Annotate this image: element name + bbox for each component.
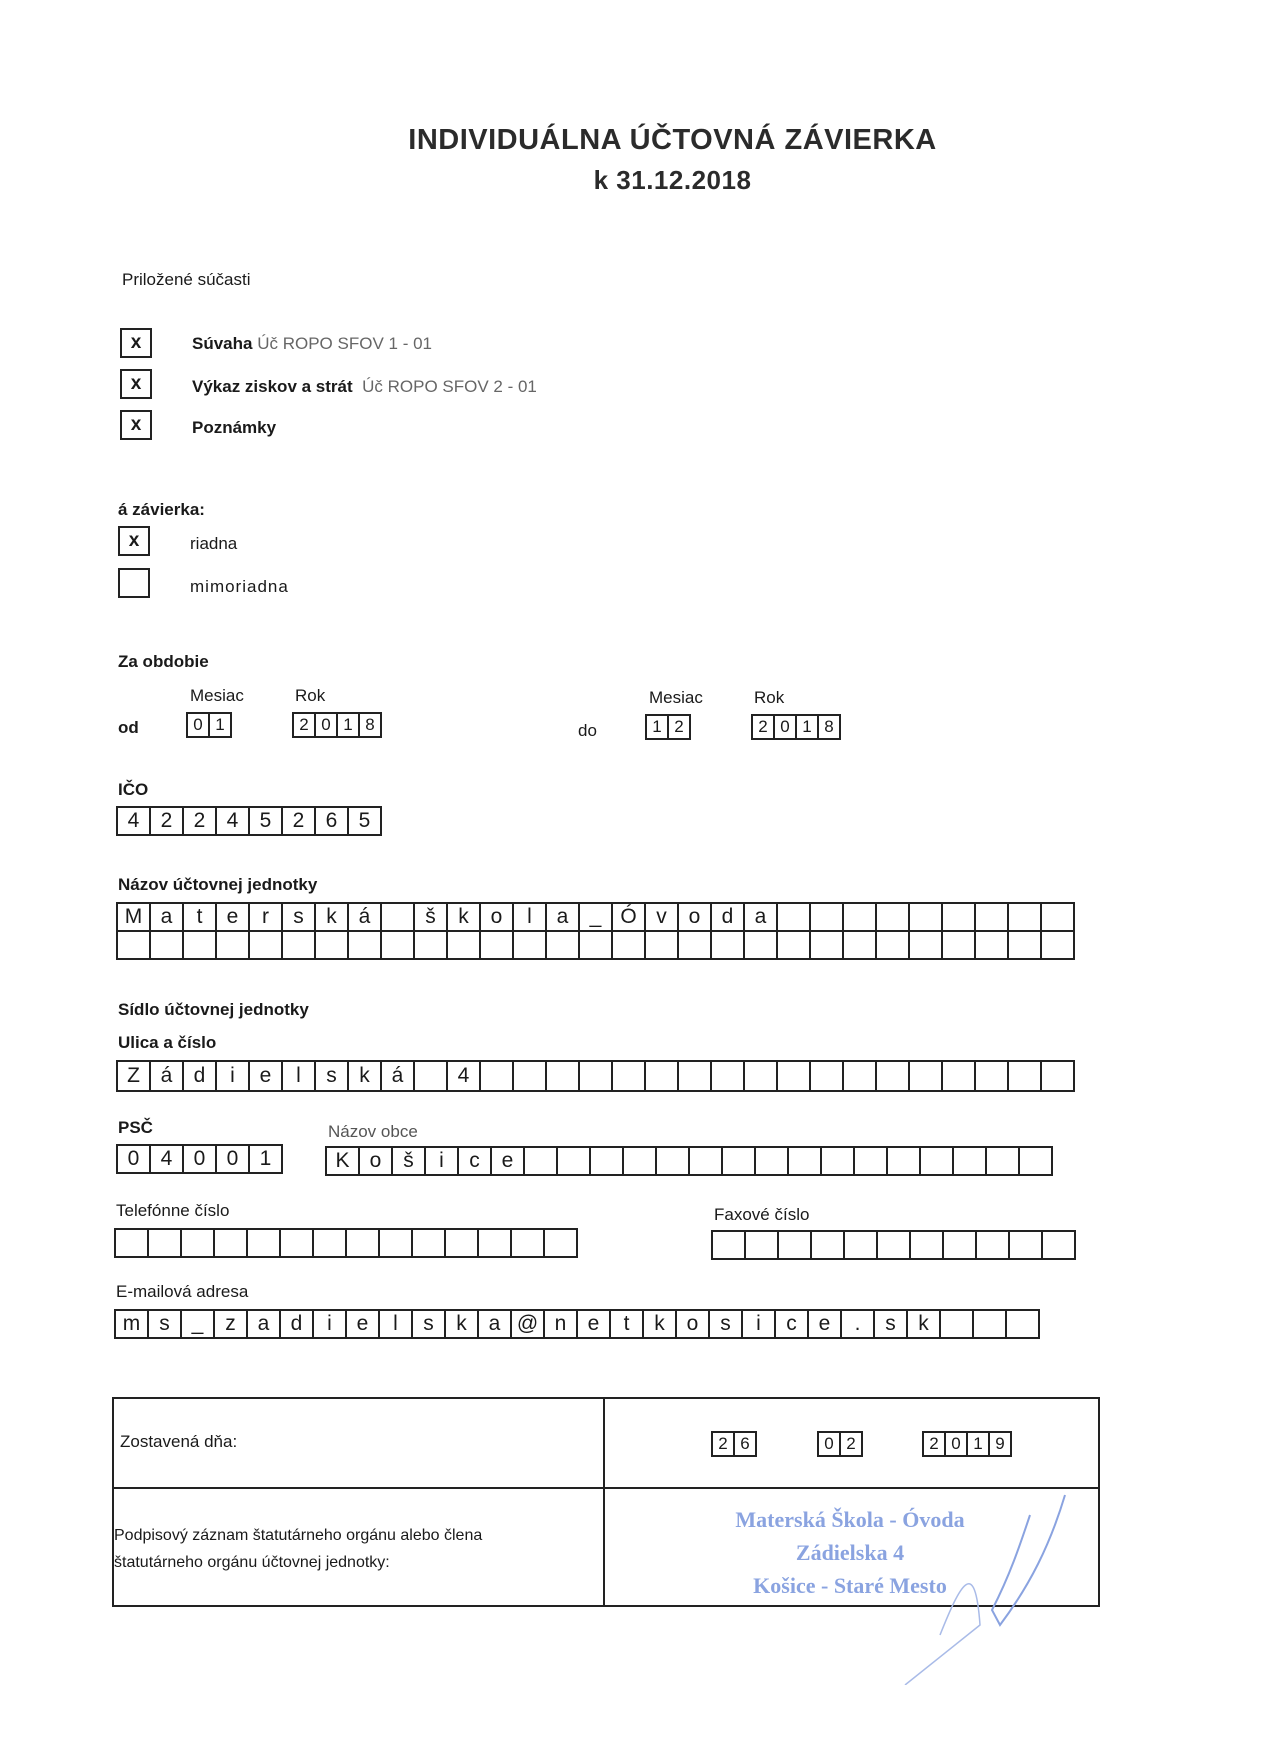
char-box[interactable] — [875, 1060, 910, 1092]
char-box[interactable]: t — [182, 902, 217, 932]
char-box[interactable]: 2 — [292, 712, 316, 738]
checkbox-regular[interactable]: x — [118, 526, 150, 556]
char-box[interactable]: e — [490, 1146, 525, 1176]
char-box[interactable]: 8 — [358, 712, 382, 738]
char-box[interactable] — [512, 1060, 547, 1092]
char-box[interactable] — [1040, 930, 1075, 960]
char-box[interactable] — [543, 1228, 578, 1258]
char-box[interactable] — [875, 902, 910, 932]
char-box[interactable] — [512, 930, 547, 960]
char-box[interactable] — [413, 930, 448, 960]
attachment-profit-loss-label: Výkaz ziskov a strát Úč ROPO SFOV 2 - 01 — [192, 377, 537, 396]
char-box[interactable]: i — [312, 1309, 347, 1339]
char-box[interactable]: š — [391, 1146, 426, 1176]
to-month-boxes[interactable] — [645, 714, 691, 740]
char-box[interactable]: á — [380, 1060, 415, 1092]
attachment-notes-label: Poznámky — [192, 418, 277, 437]
char-box[interactable]: e — [215, 902, 250, 932]
compiled-year-boxes[interactable] — [922, 1431, 1012, 1457]
char-box[interactable]: t — [609, 1309, 644, 1339]
char-box[interactable]: m — [114, 1309, 149, 1339]
char-box[interactable] — [545, 930, 580, 960]
checkbox-extraordinary[interactable] — [118, 568, 150, 598]
char-box[interactable]: a — [743, 902, 778, 932]
char-box[interactable]: c — [457, 1146, 492, 1176]
char-box[interactable]: d — [279, 1309, 314, 1339]
char-box[interactable] — [314, 930, 349, 960]
char-box[interactable]: 0 — [314, 712, 338, 738]
char-box[interactable]: 0 — [944, 1431, 968, 1457]
char-box[interactable]: e — [345, 1309, 380, 1339]
char-box[interactable]: 2 — [667, 714, 691, 740]
char-box[interactable] — [644, 930, 679, 960]
char-box[interactable]: 0 — [773, 714, 797, 740]
char-box[interactable] — [842, 930, 877, 960]
char-box[interactable] — [942, 1230, 977, 1260]
char-box[interactable] — [622, 1146, 657, 1176]
char-box[interactable]: 2 — [751, 714, 775, 740]
char-box[interactable]: 9 — [988, 1431, 1012, 1457]
char-box[interactable]: a — [149, 902, 184, 932]
char-box[interactable] — [444, 1228, 479, 1258]
char-box[interactable] — [974, 1060, 1009, 1092]
char-box[interactable]: r — [248, 902, 283, 932]
char-box[interactable]: @ — [510, 1309, 545, 1339]
phone-boxes[interactable] — [114, 1228, 578, 1258]
char-box[interactable] — [721, 1146, 756, 1176]
to-month-label: Mesiac — [649, 688, 703, 707]
char-box[interactable] — [809, 902, 844, 932]
char-box[interactable]: 1 — [645, 714, 669, 740]
char-box[interactable] — [842, 1060, 877, 1092]
char-box[interactable]: M — [116, 902, 151, 932]
char-box[interactable] — [1007, 902, 1042, 932]
compiled-date-label: Zostavená dňa: — [120, 1432, 238, 1451]
char-box[interactable]: n — [543, 1309, 578, 1339]
char-box[interactable] — [611, 1060, 646, 1092]
attachments-heading: Priložené súčasti — [122, 270, 251, 289]
char-box[interactable] — [182, 930, 217, 960]
char-box[interactable] — [380, 902, 415, 932]
email-boxes[interactable] — [114, 1309, 1040, 1339]
char-box[interactable]: k — [314, 902, 349, 932]
char-box[interactable] — [1040, 1060, 1075, 1092]
char-box[interactable]: _ — [578, 902, 613, 932]
char-box[interactable] — [952, 1146, 987, 1176]
char-box[interactable] — [1008, 1230, 1043, 1260]
regular-label: riadna — [190, 534, 238, 553]
char-box[interactable] — [1005, 1309, 1040, 1339]
char-box[interactable]: 0 — [182, 1144, 217, 1174]
char-box[interactable] — [820, 1146, 855, 1176]
char-box[interactable] — [578, 930, 613, 960]
ico-label: IČO — [118, 780, 149, 799]
street-label: Ulica a číslo — [118, 1033, 217, 1052]
char-box[interactable] — [908, 902, 943, 932]
char-box[interactable]: k — [444, 1309, 479, 1339]
char-box[interactable]: s — [281, 902, 316, 932]
char-box[interactable]: á — [347, 902, 382, 932]
char-box[interactable] — [908, 1060, 943, 1092]
char-box[interactable]: 2 — [149, 806, 184, 836]
char-box[interactable] — [919, 1146, 954, 1176]
char-box[interactable]: K — [325, 1146, 360, 1176]
char-box[interactable] — [312, 1228, 347, 1258]
char-box[interactable] — [556, 1146, 591, 1176]
char-box[interactable]: e — [248, 1060, 283, 1092]
char-box[interactable] — [776, 1060, 811, 1092]
char-box[interactable] — [776, 930, 811, 960]
char-box[interactable]: 2 — [839, 1431, 863, 1457]
from-year-label: Rok — [295, 686, 326, 705]
char-box[interactable] — [787, 1146, 822, 1176]
char-box[interactable]: s — [411, 1309, 446, 1339]
char-box[interactable]: 0 — [817, 1431, 841, 1457]
char-box[interactable]: s — [147, 1309, 182, 1339]
from-year-boxes[interactable] — [292, 712, 382, 738]
stamp-line-3: Košice - Staré Mesto — [753, 1573, 947, 1598]
char-box[interactable] — [347, 930, 382, 960]
char-box[interactable] — [378, 1228, 413, 1258]
char-box[interactable]: 2 — [182, 806, 217, 836]
char-box[interactable] — [843, 1230, 878, 1260]
char-box[interactable] — [1018, 1146, 1053, 1176]
from-label: od — [118, 718, 139, 737]
char-box[interactable] — [941, 1060, 976, 1092]
char-box[interactable] — [345, 1228, 380, 1258]
char-box[interactable]: v — [644, 902, 679, 932]
fax-label: Faxové číslo — [714, 1205, 810, 1224]
char-box[interactable] — [477, 1228, 512, 1258]
char-box[interactable]: k — [642, 1309, 677, 1339]
char-box[interactable]: c — [774, 1309, 809, 1339]
char-box[interactable] — [510, 1228, 545, 1258]
char-box[interactable]: Ó — [611, 902, 646, 932]
char-box[interactable] — [149, 930, 184, 960]
char-box[interactable] — [281, 930, 316, 960]
char-box[interactable]: d — [710, 902, 745, 932]
char-box[interactable] — [479, 930, 514, 960]
char-box[interactable] — [688, 1146, 723, 1176]
char-box[interactable] — [246, 1228, 281, 1258]
char-box[interactable] — [875, 930, 910, 960]
char-box[interactable] — [941, 930, 976, 960]
char-box[interactable] — [809, 1060, 844, 1092]
psc-boxes[interactable] — [116, 1144, 283, 1174]
from-month-label: Mesiac — [190, 686, 244, 705]
char-box[interactable] — [974, 930, 1009, 960]
compiled-month-boxes[interactable] — [817, 1431, 863, 1457]
char-box[interactable]: 1 — [336, 712, 360, 738]
char-box[interactable]: s — [708, 1309, 743, 1339]
phone-label: Telefónne číslo — [116, 1201, 230, 1220]
city-boxes[interactable] — [325, 1146, 1053, 1176]
checkbox-notes[interactable]: x — [120, 410, 152, 440]
entity-name-row2[interactable] — [116, 930, 1075, 960]
stamp-line-1: Materská Škola - Óvoda — [735, 1507, 965, 1532]
email-label: E-mailová adresa — [116, 1282, 249, 1301]
attachment-balance-sheet-label: Súvaha Úč ROPO SFOV 1 - 01 — [192, 334, 432, 353]
char-box[interactable] — [116, 930, 151, 960]
char-box[interactable]: 4 — [116, 806, 151, 836]
char-box[interactable]: 4 — [446, 1060, 481, 1092]
entity-name-label: Názov účtovnej jednotky — [118, 875, 318, 894]
char-box[interactable]: 8 — [817, 714, 841, 740]
char-box[interactable] — [114, 1228, 149, 1258]
char-box[interactable]: l — [512, 902, 547, 932]
char-box[interactable] — [589, 1146, 624, 1176]
char-box[interactable] — [975, 1230, 1010, 1260]
char-box[interactable] — [1007, 930, 1042, 960]
char-box[interactable]: e — [807, 1309, 842, 1339]
checkbox-balance-sheet[interactable]: x — [120, 328, 152, 358]
char-box[interactable]: 2 — [281, 806, 316, 836]
char-box[interactable]: Z — [116, 1060, 151, 1092]
char-box[interactable] — [810, 1230, 845, 1260]
char-box[interactable]: o — [675, 1309, 710, 1339]
char-box[interactable] — [677, 1060, 712, 1092]
char-box[interactable]: a — [545, 902, 580, 932]
char-box[interactable]: o — [677, 902, 712, 932]
char-box[interactable]: i — [741, 1309, 776, 1339]
char-box[interactable] — [777, 1230, 812, 1260]
char-box[interactable] — [479, 1060, 514, 1092]
char-box[interactable]: _ — [180, 1309, 215, 1339]
from-month-boxes[interactable] — [186, 712, 232, 738]
char-box[interactable]: e — [576, 1309, 611, 1339]
char-box[interactable] — [710, 1060, 745, 1092]
char-box[interactable]: 1 — [208, 712, 232, 738]
char-box[interactable] — [578, 1060, 613, 1092]
char-box[interactable]: 0 — [186, 712, 210, 738]
stamp-line-2: Zádielska 4 — [795, 1540, 905, 1565]
city-label: Názov obce — [328, 1122, 418, 1141]
char-box[interactable] — [744, 1230, 779, 1260]
extraordinary-label: mimoriadna — [190, 577, 289, 596]
char-box[interactable]: d — [182, 1060, 217, 1092]
char-box[interactable]: 4 — [149, 1144, 184, 1174]
char-box[interactable]: . — [840, 1309, 875, 1339]
fax-boxes[interactable] — [711, 1230, 1076, 1260]
char-box[interactable] — [939, 1309, 974, 1339]
char-box[interactable]: i — [215, 1060, 250, 1092]
char-box[interactable] — [446, 930, 481, 960]
closing-type-heading: á závierka: — [118, 500, 205, 519]
char-box[interactable] — [886, 1146, 921, 1176]
char-box[interactable] — [380, 930, 415, 960]
char-box[interactable] — [411, 1228, 446, 1258]
char-box[interactable]: a — [477, 1309, 512, 1339]
char-box[interactable] — [876, 1230, 911, 1260]
handwritten-signature — [880, 1485, 1080, 1685]
char-box[interactable]: i — [424, 1146, 459, 1176]
char-box[interactable]: s — [873, 1309, 908, 1339]
document-date: k 31.12.2018 — [593, 165, 752, 195]
char-box[interactable]: 0 — [215, 1144, 250, 1174]
char-box[interactable] — [809, 930, 844, 960]
char-box[interactable] — [908, 930, 943, 960]
char-box[interactable] — [776, 902, 811, 932]
char-box[interactable] — [972, 1309, 1007, 1339]
seat-heading: Sídlo účtovnej jednotky — [118, 1000, 309, 1019]
char-box[interactable] — [611, 930, 646, 960]
footer-table-divider — [603, 1397, 605, 1607]
char-box[interactable] — [1040, 902, 1075, 932]
char-box[interactable]: 6 — [314, 806, 349, 836]
char-box[interactable] — [974, 902, 1009, 932]
char-box[interactable]: a — [246, 1309, 281, 1339]
to-year-boxes[interactable] — [751, 714, 841, 740]
char-box[interactable] — [743, 930, 778, 960]
document-title: INDIVIDUÁLNA ÚČTOVNÁ ZÁVIERKA — [408, 124, 937, 156]
char-box[interactable]: l — [378, 1309, 413, 1339]
char-box[interactable]: k — [446, 902, 481, 932]
char-box[interactable]: 4 — [215, 806, 250, 836]
char-box[interactable] — [853, 1146, 888, 1176]
char-box[interactable] — [909, 1230, 944, 1260]
char-box[interactable]: 5 — [248, 806, 283, 836]
char-box[interactable]: 1 — [248, 1144, 283, 1174]
char-box[interactable]: 5 — [347, 806, 382, 836]
entity-name-row1[interactable] — [116, 902, 1075, 932]
char-box[interactable]: š — [413, 902, 448, 932]
checkbox-profit-loss[interactable]: x — [120, 369, 152, 399]
char-box[interactable] — [710, 930, 745, 960]
to-label: do — [578, 721, 597, 740]
char-box[interactable] — [677, 930, 712, 960]
char-box[interactable]: 2 — [711, 1431, 735, 1457]
psc-label: PSČ — [118, 1118, 153, 1137]
compiled-day-boxes[interactable] — [711, 1431, 757, 1457]
to-year-label: Rok — [754, 688, 785, 707]
char-box[interactable]: 1 — [795, 714, 819, 740]
char-box[interactable] — [655, 1146, 690, 1176]
char-box[interactable] — [413, 1060, 448, 1092]
char-box[interactable]: z — [213, 1309, 248, 1339]
char-box[interactable] — [523, 1146, 558, 1176]
char-box[interactable] — [842, 902, 877, 932]
char-box[interactable]: 2 — [922, 1431, 946, 1457]
char-box[interactable]: 6 — [733, 1431, 757, 1457]
street-boxes[interactable] — [116, 1060, 1075, 1092]
char-box[interactable]: l — [281, 1060, 316, 1092]
char-box[interactable] — [754, 1146, 789, 1176]
ico-boxes[interactable] — [116, 806, 382, 836]
char-box[interactable]: s — [314, 1060, 349, 1092]
char-box[interactable] — [644, 1060, 679, 1092]
char-box[interactable]: á — [149, 1060, 184, 1092]
char-box[interactable] — [180, 1228, 215, 1258]
char-box[interactable] — [941, 902, 976, 932]
period-heading: Za obdobie — [118, 652, 209, 671]
char-box[interactable] — [1007, 1060, 1042, 1092]
char-box[interactable]: o — [358, 1146, 393, 1176]
char-box[interactable] — [711, 1230, 746, 1260]
char-box[interactable] — [545, 1060, 580, 1092]
signature-label: Podpisový záznam štatutárneho orgánu alebo člena štatutárneho orgánu účtovnej jednotky: — [114, 1527, 483, 1571]
char-box[interactable] — [743, 1060, 778, 1092]
char-box[interactable] — [248, 930, 283, 960]
char-box[interactable] — [279, 1228, 314, 1258]
char-box[interactable]: k — [347, 1060, 382, 1092]
char-box[interactable] — [1041, 1230, 1076, 1260]
char-box[interactable]: 1 — [966, 1431, 990, 1457]
char-box[interactable]: 0 — [116, 1144, 151, 1174]
char-box[interactable]: k — [906, 1309, 941, 1339]
char-box[interactable] — [985, 1146, 1020, 1176]
char-box[interactable]: o — [479, 902, 514, 932]
char-box[interactable] — [147, 1228, 182, 1258]
char-box[interactable] — [213, 1228, 248, 1258]
char-box[interactable] — [215, 930, 250, 960]
